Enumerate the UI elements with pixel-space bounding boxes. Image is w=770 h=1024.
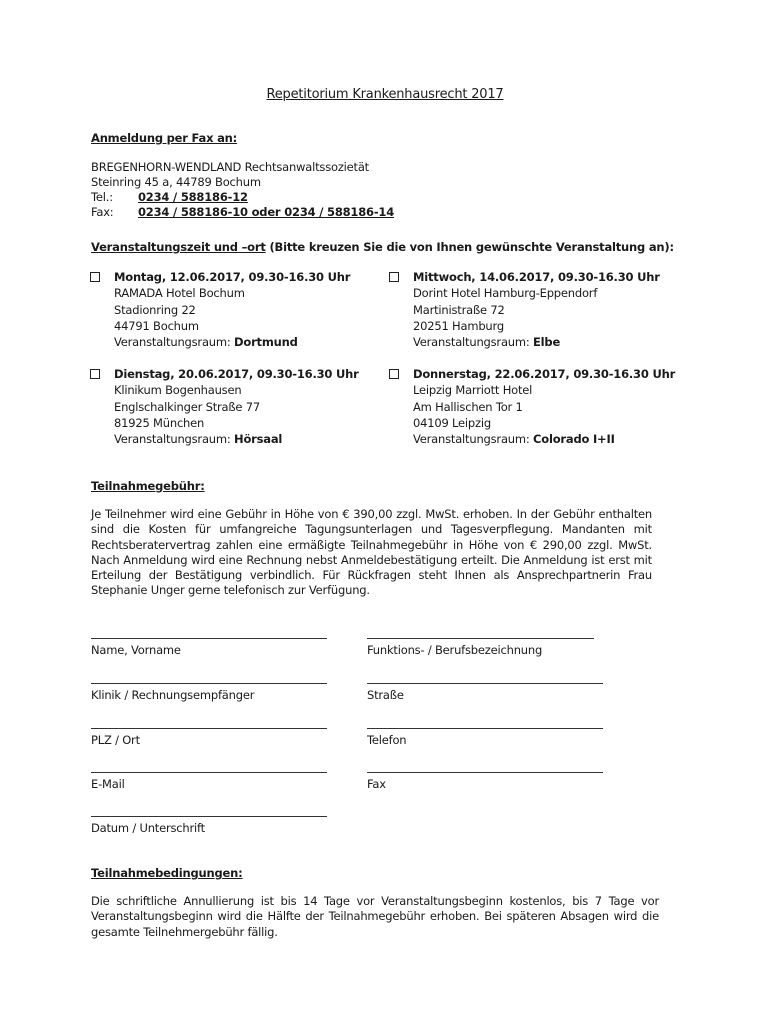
event-date: Montag, 12.06.2017, 09.30-16.30 Uhr bbox=[114, 270, 351, 284]
fax-heading: Anmeldung per Fax an: bbox=[91, 131, 238, 145]
fee-heading: Teilnahmegebühr: bbox=[91, 479, 205, 493]
street-label: Straße bbox=[367, 688, 404, 702]
events-heading-line bbox=[91, 240, 674, 255]
event-room bbox=[114, 334, 350, 350]
function-signature-line[interactable] bbox=[367, 638, 594, 639]
room-label: Veranstaltungsraum: bbox=[413, 432, 534, 447]
event-city: 04109 Leipzig bbox=[413, 415, 491, 430]
firm-address: Steinring 45 a, 44789 Bochum bbox=[91, 175, 261, 189]
fax-signature-line[interactable] bbox=[367, 772, 603, 773]
room-name: Dortmund bbox=[234, 335, 298, 350]
firm-name: BREGENHORN-WENDLAND Rechtsanwaltssozietät bbox=[91, 160, 369, 174]
tel-line bbox=[91, 190, 248, 205]
room-label: Veranstaltungsraum: bbox=[114, 432, 235, 447]
event-room bbox=[413, 431, 675, 447]
street-signature-line[interactable] bbox=[367, 683, 603, 684]
event-city: 20251 Hamburg bbox=[413, 318, 504, 333]
document-title: Repetitorium Krankenhausrecht 2017 bbox=[266, 87, 504, 102]
conditions-paragraph: Die schriftliche Annullierung ist bis 14 Tage vor Veranstaltungsbeginn kostenlos, bis 7 Tage vor Veranstaltungsbeginn wird die Hälfte der Teilnahmegebühr erhoben. Bei späteren Absagen wird die gesamte Teilnehmergebühr fällig. bbox=[91, 894, 659, 939]
email-signature-line[interactable] bbox=[91, 772, 327, 773]
event-city: 81925 München bbox=[114, 415, 205, 430]
conditions-heading: Teilnahmebedingungen: bbox=[91, 866, 243, 880]
event-street: Am Hallischen Tor 1 bbox=[413, 399, 523, 414]
room-name: Hörsaal bbox=[234, 432, 283, 447]
event-date: Mittwoch, 14.06.2017, 09.30-16.30 Uhr bbox=[413, 270, 660, 284]
event-venue: Dorint Hotel Hamburg-Eppendorf bbox=[413, 286, 598, 301]
event-venue: Klinikum Bogenhausen bbox=[114, 383, 242, 398]
phone-signature-line[interactable] bbox=[367, 728, 603, 729]
date-signature-line[interactable] bbox=[91, 816, 327, 817]
event-city: 44791 Bochum bbox=[114, 318, 199, 333]
fax-field-label: Fax bbox=[367, 777, 386, 791]
events-heading: Veranstaltungszeit und –ort bbox=[91, 240, 266, 254]
phone-label: Telefon bbox=[367, 733, 407, 747]
room-label: Veranstaltungsraum: bbox=[413, 335, 534, 350]
event-checkbox[interactable] bbox=[389, 272, 399, 282]
zip-city-signature-line[interactable] bbox=[91, 728, 327, 729]
event-venue: Leipzig Marriott Hotel bbox=[413, 383, 533, 398]
email-label: E-Mail bbox=[91, 777, 125, 791]
room-label: Veranstaltungsraum: bbox=[114, 335, 235, 350]
event-checkbox[interactable] bbox=[389, 369, 399, 379]
room-name: Colorado I+II bbox=[533, 432, 615, 447]
fax-line bbox=[91, 205, 394, 220]
event-room bbox=[114, 431, 359, 447]
zip-city-label: PLZ / Ort bbox=[91, 733, 140, 747]
clinic-field[interactable] bbox=[91, 683, 327, 702]
clinic-signature-line[interactable] bbox=[91, 683, 327, 684]
name-signature-line[interactable] bbox=[91, 638, 327, 639]
event-details bbox=[413, 269, 660, 350]
tel-value: 0234 / 588186-12 bbox=[138, 190, 248, 204]
room-name: Elbe bbox=[533, 335, 561, 350]
events-note: (Bitte kreuzen Sie die von Ihnen gewünschte Veranstaltung an): bbox=[265, 240, 674, 254]
fax-field[interactable] bbox=[367, 772, 603, 791]
event-checkbox[interactable] bbox=[90, 369, 100, 379]
event-date: Dienstag, 20.06.2017, 09.30-16.30 Uhr bbox=[114, 367, 359, 381]
event-date: Donnerstag, 22.06.2017, 09.30-16.30 Uhr bbox=[413, 367, 676, 381]
fee-paragraph: Je Teilnehmer wird eine Gebühr in Höhe von € 390,00 zzgl. MwSt. erhoben. In der Gebühr enthalten sind die Kosten für umfangreiche Tagungsunterlagen und Tagesverpflegung. Mandanten mit Rechtsberatervertrag zahlen eine ermäßigte Teilnahmegebühr in Höhe von € 290,00 zzgl. MwSt. Nach Anmeldung wird eine Rechnung nebst Anmeldebestätigung erteilt. Die Anmeldung ist erst mit Erteilung der Bestätigung verbindlich. Für Rückfragen steht Ihnen als Ansprechpartnerin Frau Stephanie Unger gerne telefonisch zur Verfügung. bbox=[91, 507, 652, 598]
event-checkbox[interactable] bbox=[90, 272, 100, 282]
fax-label: Fax: bbox=[91, 205, 114, 219]
phone-field[interactable] bbox=[367, 728, 603, 747]
fax-value: 0234 / 588186-10 oder 0234 / 588186-14 bbox=[138, 205, 395, 219]
date-signature-label: Datum / Unterschrift bbox=[91, 821, 205, 835]
zip-city-field[interactable] bbox=[91, 728, 327, 747]
event-details bbox=[413, 366, 675, 447]
street-field[interactable] bbox=[367, 683, 603, 702]
event-room bbox=[413, 334, 660, 350]
event-street: Englschalkinger Straße 77 bbox=[114, 399, 260, 414]
email-field[interactable] bbox=[91, 772, 327, 791]
date-signature-field[interactable] bbox=[91, 816, 327, 835]
event-street: Stadionring 22 bbox=[114, 302, 196, 317]
function-field[interactable] bbox=[367, 638, 594, 657]
clinic-label: Klinik / Rechnungsempfänger bbox=[91, 688, 255, 702]
event-details bbox=[114, 366, 359, 447]
name-field[interactable] bbox=[91, 638, 327, 657]
event-details bbox=[114, 269, 350, 350]
tel-label: Tel.: bbox=[91, 190, 113, 204]
event-street: Martinistraße 72 bbox=[413, 302, 505, 317]
name-label: Name, Vorname bbox=[91, 643, 181, 657]
event-venue: RAMADA Hotel Bochum bbox=[114, 286, 245, 301]
function-label: Funktions- / Berufsbezeichnung bbox=[367, 643, 543, 657]
